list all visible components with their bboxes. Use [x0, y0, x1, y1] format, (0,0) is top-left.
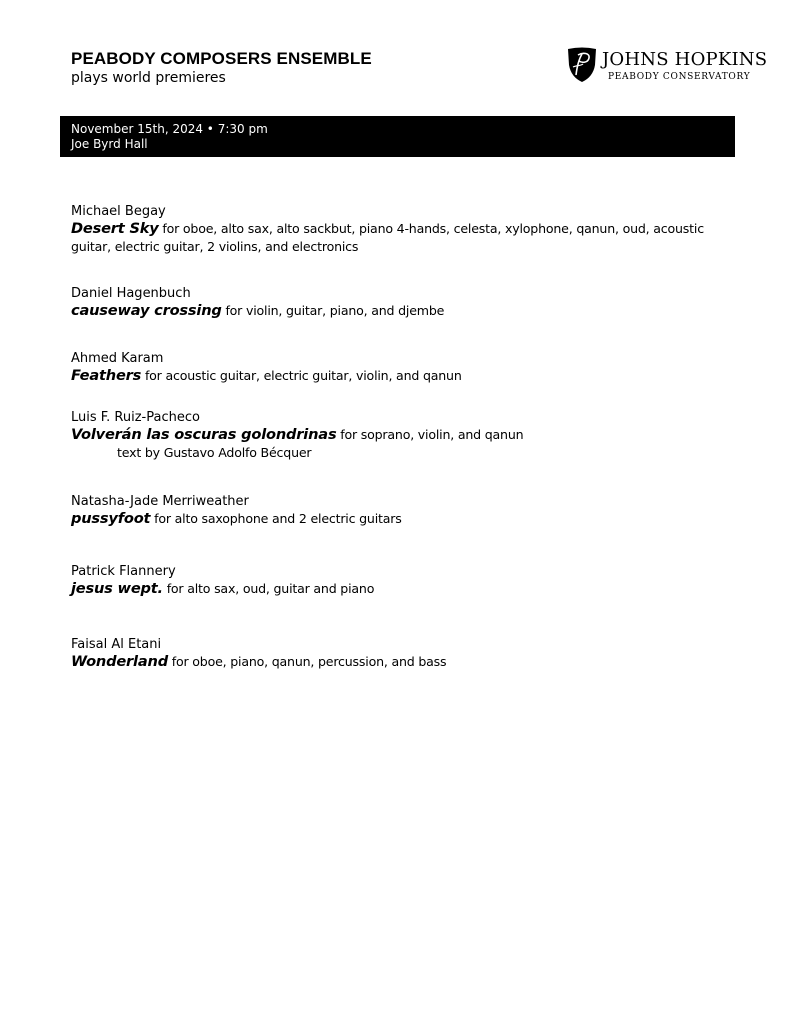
- work-instrumentation: for alto saxophone and 2 electric guitars: [150, 511, 402, 526]
- work-instrumentation: for oboe, piano, qanun, percussion, and bass: [167, 654, 447, 669]
- work-instrumentation: for acoustic guitar, electric guitar, violin, and qanun: [141, 368, 462, 383]
- work-line: [71, 580, 731, 598]
- work-instrumentation: for violin, guitar, piano, and djembe: [221, 303, 445, 318]
- work-title: Feathers: [71, 367, 142, 384]
- event-banner: [60, 116, 735, 157]
- composer-name: Michael Begay: [71, 204, 166, 219]
- work-instrumentation: for oboe, alto sax, alto sackbut, piano 4-hands, celesta, xylophone, qanun, oud, acoustic guitar, electric guitar, 2 violins, and electronics: [71, 221, 704, 254]
- work-title: jesus wept.: [71, 580, 163, 597]
- ensemble-subtitle: plays world premieres: [71, 70, 226, 86]
- composer-name: Ahmed Karam: [71, 351, 164, 366]
- logo-main-text: JOHNS HOPKINS: [602, 49, 768, 70]
- work-line: [71, 302, 731, 320]
- work-line: [71, 510, 731, 528]
- work-title: causeway crossing: [71, 302, 222, 319]
- logo-sub-text: PEABODY CONSERVATORY: [608, 72, 751, 82]
- program-entry: [71, 409, 731, 462]
- work-line: [71, 653, 731, 671]
- program-entry: [71, 563, 731, 598]
- composer-name: Natasha-Jade Merriweather: [71, 494, 249, 509]
- program-entry: [71, 203, 731, 256]
- work-instrumentation: for soprano, violin, and qanun: [336, 427, 524, 442]
- text-credit: text by Gustavo Adolfo Bécquer: [117, 445, 312, 460]
- ensemble-title: PEABODY COMPOSERS ENSEMBLE: [71, 49, 372, 68]
- program-entry: [71, 636, 731, 671]
- work-line: [71, 426, 731, 444]
- event-date-time: November 15th, 2024 • 7:30 pm: [71, 122, 268, 136]
- johns-hopkins-logo: [567, 47, 768, 87]
- program-entry: [71, 285, 731, 320]
- composer-name: Luis F. Ruiz-Pacheco: [71, 410, 200, 425]
- event-venue: Joe Byrd Hall: [71, 137, 148, 151]
- program-entry: [71, 350, 731, 385]
- composer-name: Daniel Hagenbuch: [71, 286, 191, 301]
- work-instrumentation: for alto sax, oud, guitar and piano: [162, 581, 375, 596]
- work-title: Volverán las oscuras golondrinas: [71, 426, 337, 443]
- work-title: pussyfoot: [71, 510, 151, 527]
- composer-name: Patrick Flannery: [71, 564, 176, 579]
- work-line: [71, 367, 731, 385]
- work-title: Wonderland: [71, 653, 168, 670]
- work-title: Desert Sky: [71, 220, 159, 237]
- shield-p-icon: [567, 47, 597, 83]
- work-line: [71, 220, 731, 256]
- composer-name: Faisal Al Etani: [71, 637, 162, 652]
- program-entry: [71, 493, 731, 528]
